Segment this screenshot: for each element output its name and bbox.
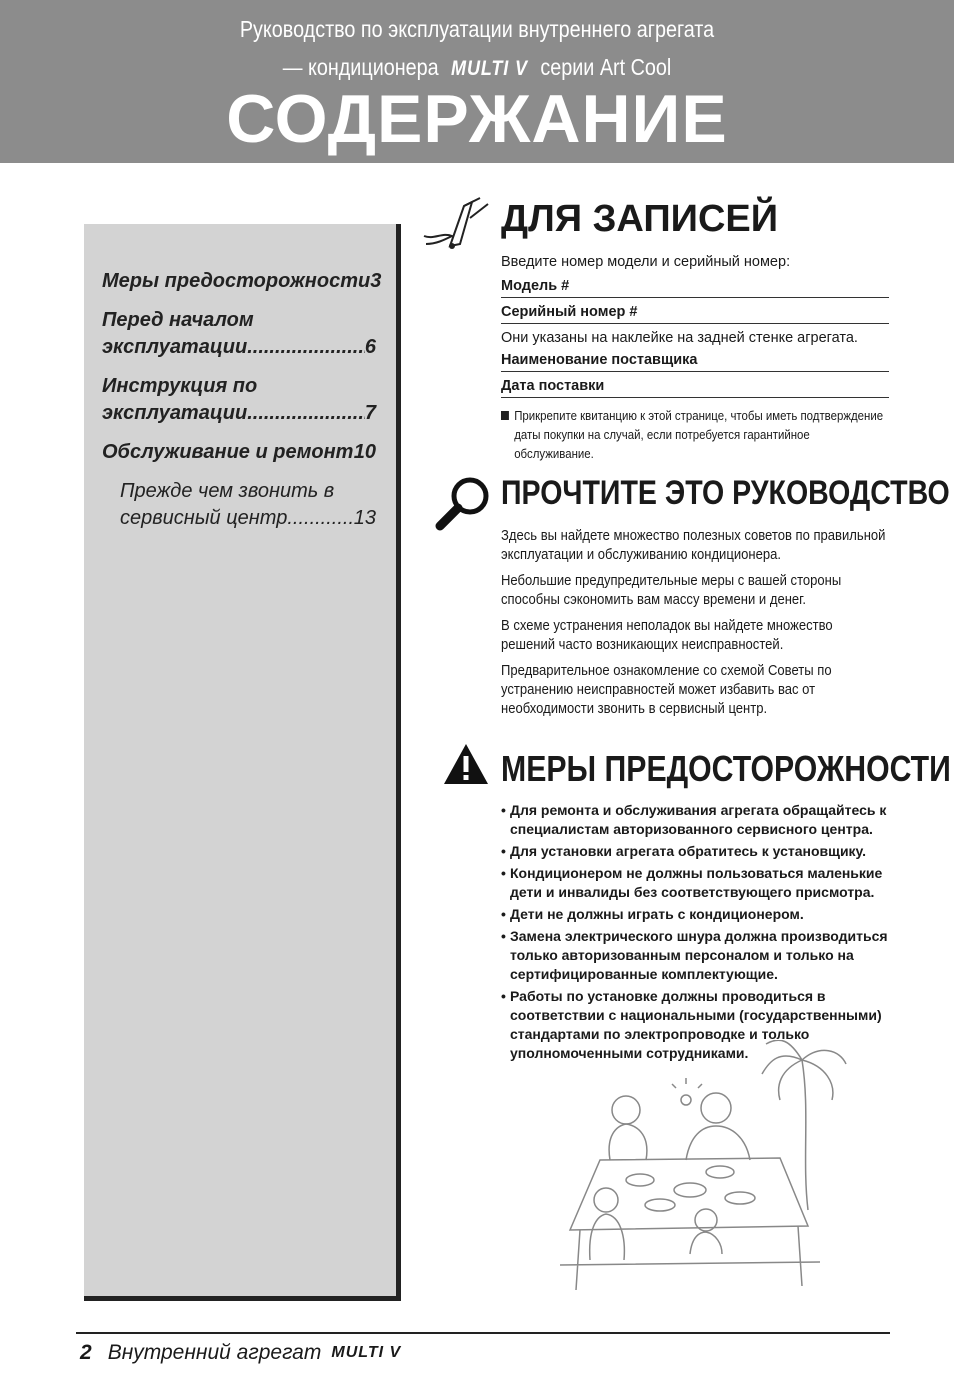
records-title: ДЛЯ ЗАПИСЕЙ [501,198,779,240]
page-footer [80,1341,401,1365]
pen-icon [420,196,492,252]
read-paragraph: В схеме устранения неполадок вы найдете множество решений часто возникающих неисправностей. [501,618,833,653]
toc-item-safety[interactable] [102,268,382,295]
page-title: СОДЕРЖАНИЕ [226,81,728,157]
toc-sidebar [84,224,401,1301]
header-line2-prefix: — кондиционера [282,54,439,80]
toc-item-maintenance[interactable] [102,439,376,466]
toc-item-page: 3 [370,270,382,292]
read-manual-title: ПРОЧТИТЕ ЭТО РУКОВОДСТВО [501,474,950,512]
read-paragraph: Здесь вы найдете множество полезных советов по правильной эксплуатации и обслуживанию кондиционера. [501,528,886,563]
serial-field[interactable]: Серийный номер # [501,304,889,324]
page-number: 2 [80,1341,92,1364]
toc-item-before-use[interactable] [102,307,376,361]
date-field[interactable]: Дата поставки [501,378,889,398]
header-line2-suffix: серии Art Cool [540,54,672,80]
list-item: • Дети не должны играть с кондиционером. [501,906,804,922]
toc-item-line1: Прежде чем звонить в [120,480,335,502]
toc-item-page: 10 [353,441,376,463]
read-manual-section [501,527,889,726]
square-bullet-icon [501,411,509,420]
toc-item-page: 6 [364,336,376,358]
safety-section [501,801,889,1066]
toc-item-page: 7 [364,402,376,424]
list-item: • Для ремонта и обслуживания агрегата обращайтесь к специалистам авторизованного сервисного центра. [501,802,887,837]
receipt-note: Прикрепите квитанцию к этой странице, чтобы иметь подтверждение даты покупки на случай, если потребуется гарантийное обслуживание. [501,406,888,463]
multi-v-logo: MULTI V [331,1344,402,1361]
records-intro: Введите номер модели и серийный номер: [501,254,791,270]
header-subtitle-line1: Руководство по эксплуатации внутреннего агрегата [239,16,715,42]
warning-icon [442,742,490,786]
list-item: • Кондиционером не должны пользоваться маленькие дети и инвалиды без соответствующего присмотра. [501,865,883,900]
multi-v-logo: MULTI V [451,57,528,80]
safety-title: МЕРЫ ПРЕДОСТОРОЖНОСТИ [501,748,951,789]
records-section [501,254,889,463]
read-paragraph: Небольшие предупредительные меры с вашей стороны способны сэкономить вам массу времени и денег. [501,573,842,608]
model-field[interactable]: Модель # [501,278,889,298]
toc-item-title: Обслуживание и ремонт [102,441,354,463]
safety-list [501,801,889,1063]
list-item: • Замена электрического шнура должна производиться только авторизованным персоналом и только на сертифицированные комплектующие. [501,928,888,982]
toc-item-title: сервисный центр [120,507,288,529]
toc-subitem-service[interactable] [120,478,376,532]
toc-item-title: эксплуатации [102,336,248,358]
footer-divider [76,1332,890,1334]
header-subtitle-line2 [67,54,887,81]
toc-item-title: Меры предосторожности [102,270,371,292]
toc-item-instructions[interactable] [102,373,376,427]
sticker-note: Они указаны на наклейке на задней стенке агрегата. [501,330,858,346]
list-item: • Работы по установке должны проводиться в соответствии с национальными (государственными) стандартами по электропроводке и только уполномоченными сотрудниками. [501,988,882,1061]
table-of-contents [102,268,382,544]
toc-item-line1: Перед началом [102,309,254,331]
list-item: • Для установки агрегата обратитесь к установщику. [501,843,867,859]
toc-item-line1: Инструкция по [102,375,258,397]
footer-text: Внутренний агрегат [107,1341,322,1364]
magnifier-icon [434,474,494,532]
toc-item-page: 13 [353,507,376,529]
picnic-illustration [540,1040,860,1302]
read-paragraph: Предварительное ознакомление со схемой Советы по устранению неисправностей может избавить вас от необходимости звонить в сервисный центр. [501,663,832,717]
toc-item-title: эксплуатации [102,402,248,424]
page-header [0,0,954,163]
dealer-field[interactable]: Наименование поставщика [501,352,889,372]
